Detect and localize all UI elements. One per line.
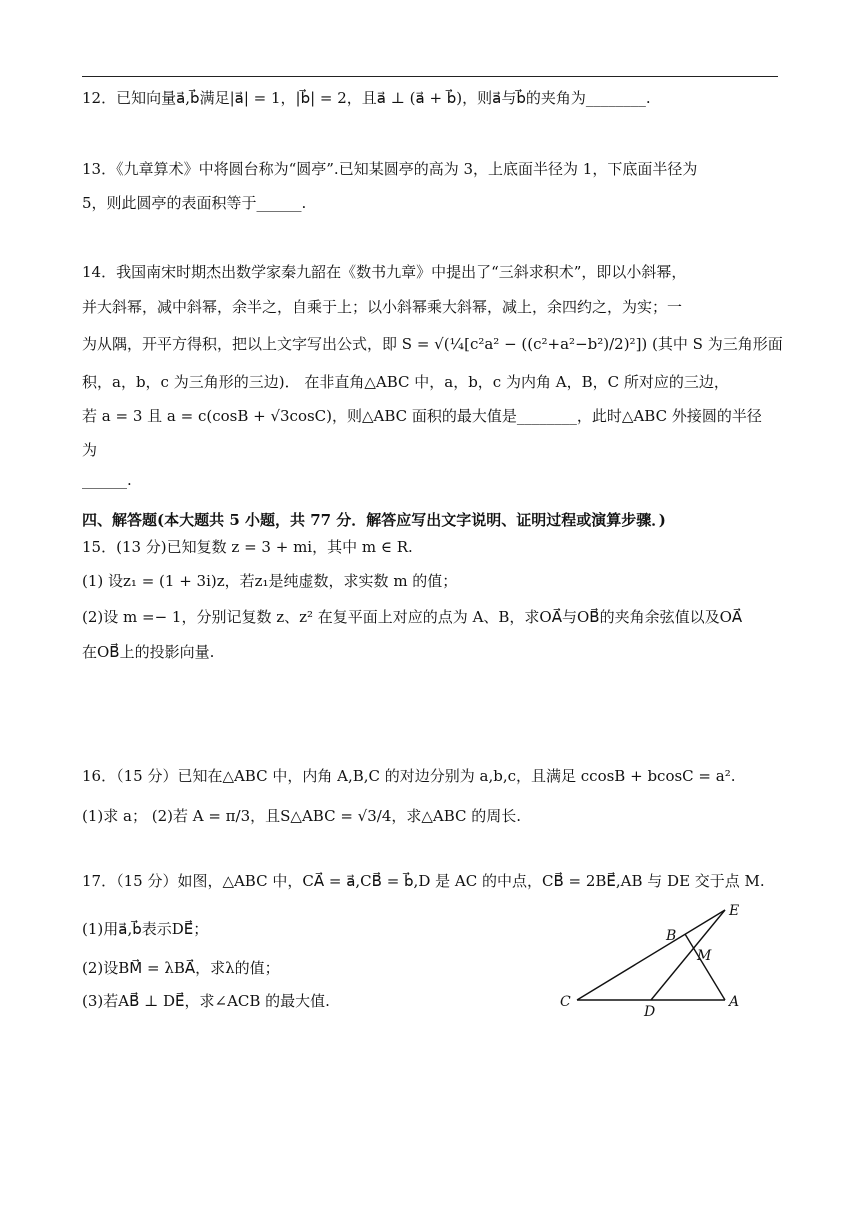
q14-line-5: 若 a = 3 且 a = c(cosB + √3cosC)，则△ABC 面积的最大值是________，此时△ABC 外接圆的半径 (82, 407, 762, 425)
q14-line-7: ______. (82, 471, 132, 489)
q14-line-2: 并大斜幂，减中斜幂，余半之，自乘于上；以小斜幂乘大斜幂，减上，余四约之，为实；一 (82, 298, 683, 316)
triangle-figure (552, 900, 752, 1020)
label-b: B (666, 928, 677, 944)
label-e: E (729, 903, 740, 919)
q17-line-2: (1)用a⃗,b⃗表示DE⃗； (82, 920, 209, 938)
top-rule (82, 76, 778, 77)
q17-line-4: (3)若AB⃗ ⊥ DE⃗，求∠ACB 的最大值. (82, 992, 330, 1010)
q15-line-1: 15．(13 分)已知复数 z = 3 + mi，其中 m ∈ R. (82, 538, 413, 556)
q17-line-1: 17．（15 分）如图，△ABC 中，CA⃗ = a⃗,CB⃗ = b⃗,D 是 AC 的中点，CB⃗ = 2BE⃗,AB 与 DE 交于点 M. (82, 872, 765, 890)
label-a: A (729, 994, 740, 1010)
q12-line-1: 12．已知向量a⃗,b⃗满足|a⃗| = 1，|b⃗| = 2，且a⃗ ⊥ (a⃗ + b⃗)，则a⃗与b⃗的夹角为________. (82, 89, 651, 107)
segment-de (651, 910, 725, 1000)
q14-line-4: 积，a，b，c 为三角形的三边)． 在非直角△ABC 中，a，b，c 为内角 A，B，C 所对应的三边， (82, 373, 729, 391)
q15-line-4: 在OB⃗上的投影向量. (82, 643, 215, 661)
segment-ba (685, 934, 725, 1000)
q14-line-3: 为从隅，开平方得积，把以上文字写出公式，即 S = √(¼[c²a² − ((c²+a²−b²)/2)²]) (其中 S 为三角形面 (82, 335, 783, 353)
q13-line-1: 13．《九章算术》中将圆台称为“圆亭”.已知某圆亭的高为 3，上底面半径为 1，下底面半径为 (82, 160, 698, 178)
q14-line-6: 为 (82, 441, 98, 459)
q15-line-3: (2)设 m =− 1，分别记复数 z、z² 在复平面上对应的点为 A、B，求OA⃗与OB⃗的夹角余弦值以及OA⃗ (82, 608, 743, 626)
q14-line-1: 14．我国南宋时期杰出数学家秦九韶在《数书九章》中提出了“三斜求积术”，即以小斜幂， (82, 263, 687, 281)
q16-line-2: (1)求 a； (2)若 A = π/3，且S△ABC = √3/4，求△ABC 的周长. (82, 807, 522, 825)
label-m: M (697, 948, 712, 964)
label-d: D (644, 1004, 656, 1020)
q17-line-3: (2)设BM⃗ = λBA⃗，求λ的值； (82, 959, 280, 977)
q15-line-2: (1) 设z₁ = (1 + 3i)z，若z₁是纯虚数，求实数 m 的值； (82, 572, 458, 590)
label-c: C (560, 994, 571, 1010)
q16-line-1: 16．（15 分）已知在△ABC 中，内角 A,B,C 的对边分别为 a,b,c，且满足 ccosB + bcosC = a². (82, 767, 736, 785)
q13-line-2: 5，则此圆亭的表面积等于______. (82, 194, 307, 212)
section-4-title: 四、解答题(本大题共 5 小题，共 77 分．解答应写出文字说明、证明过程或演算步骤．) (82, 511, 666, 529)
